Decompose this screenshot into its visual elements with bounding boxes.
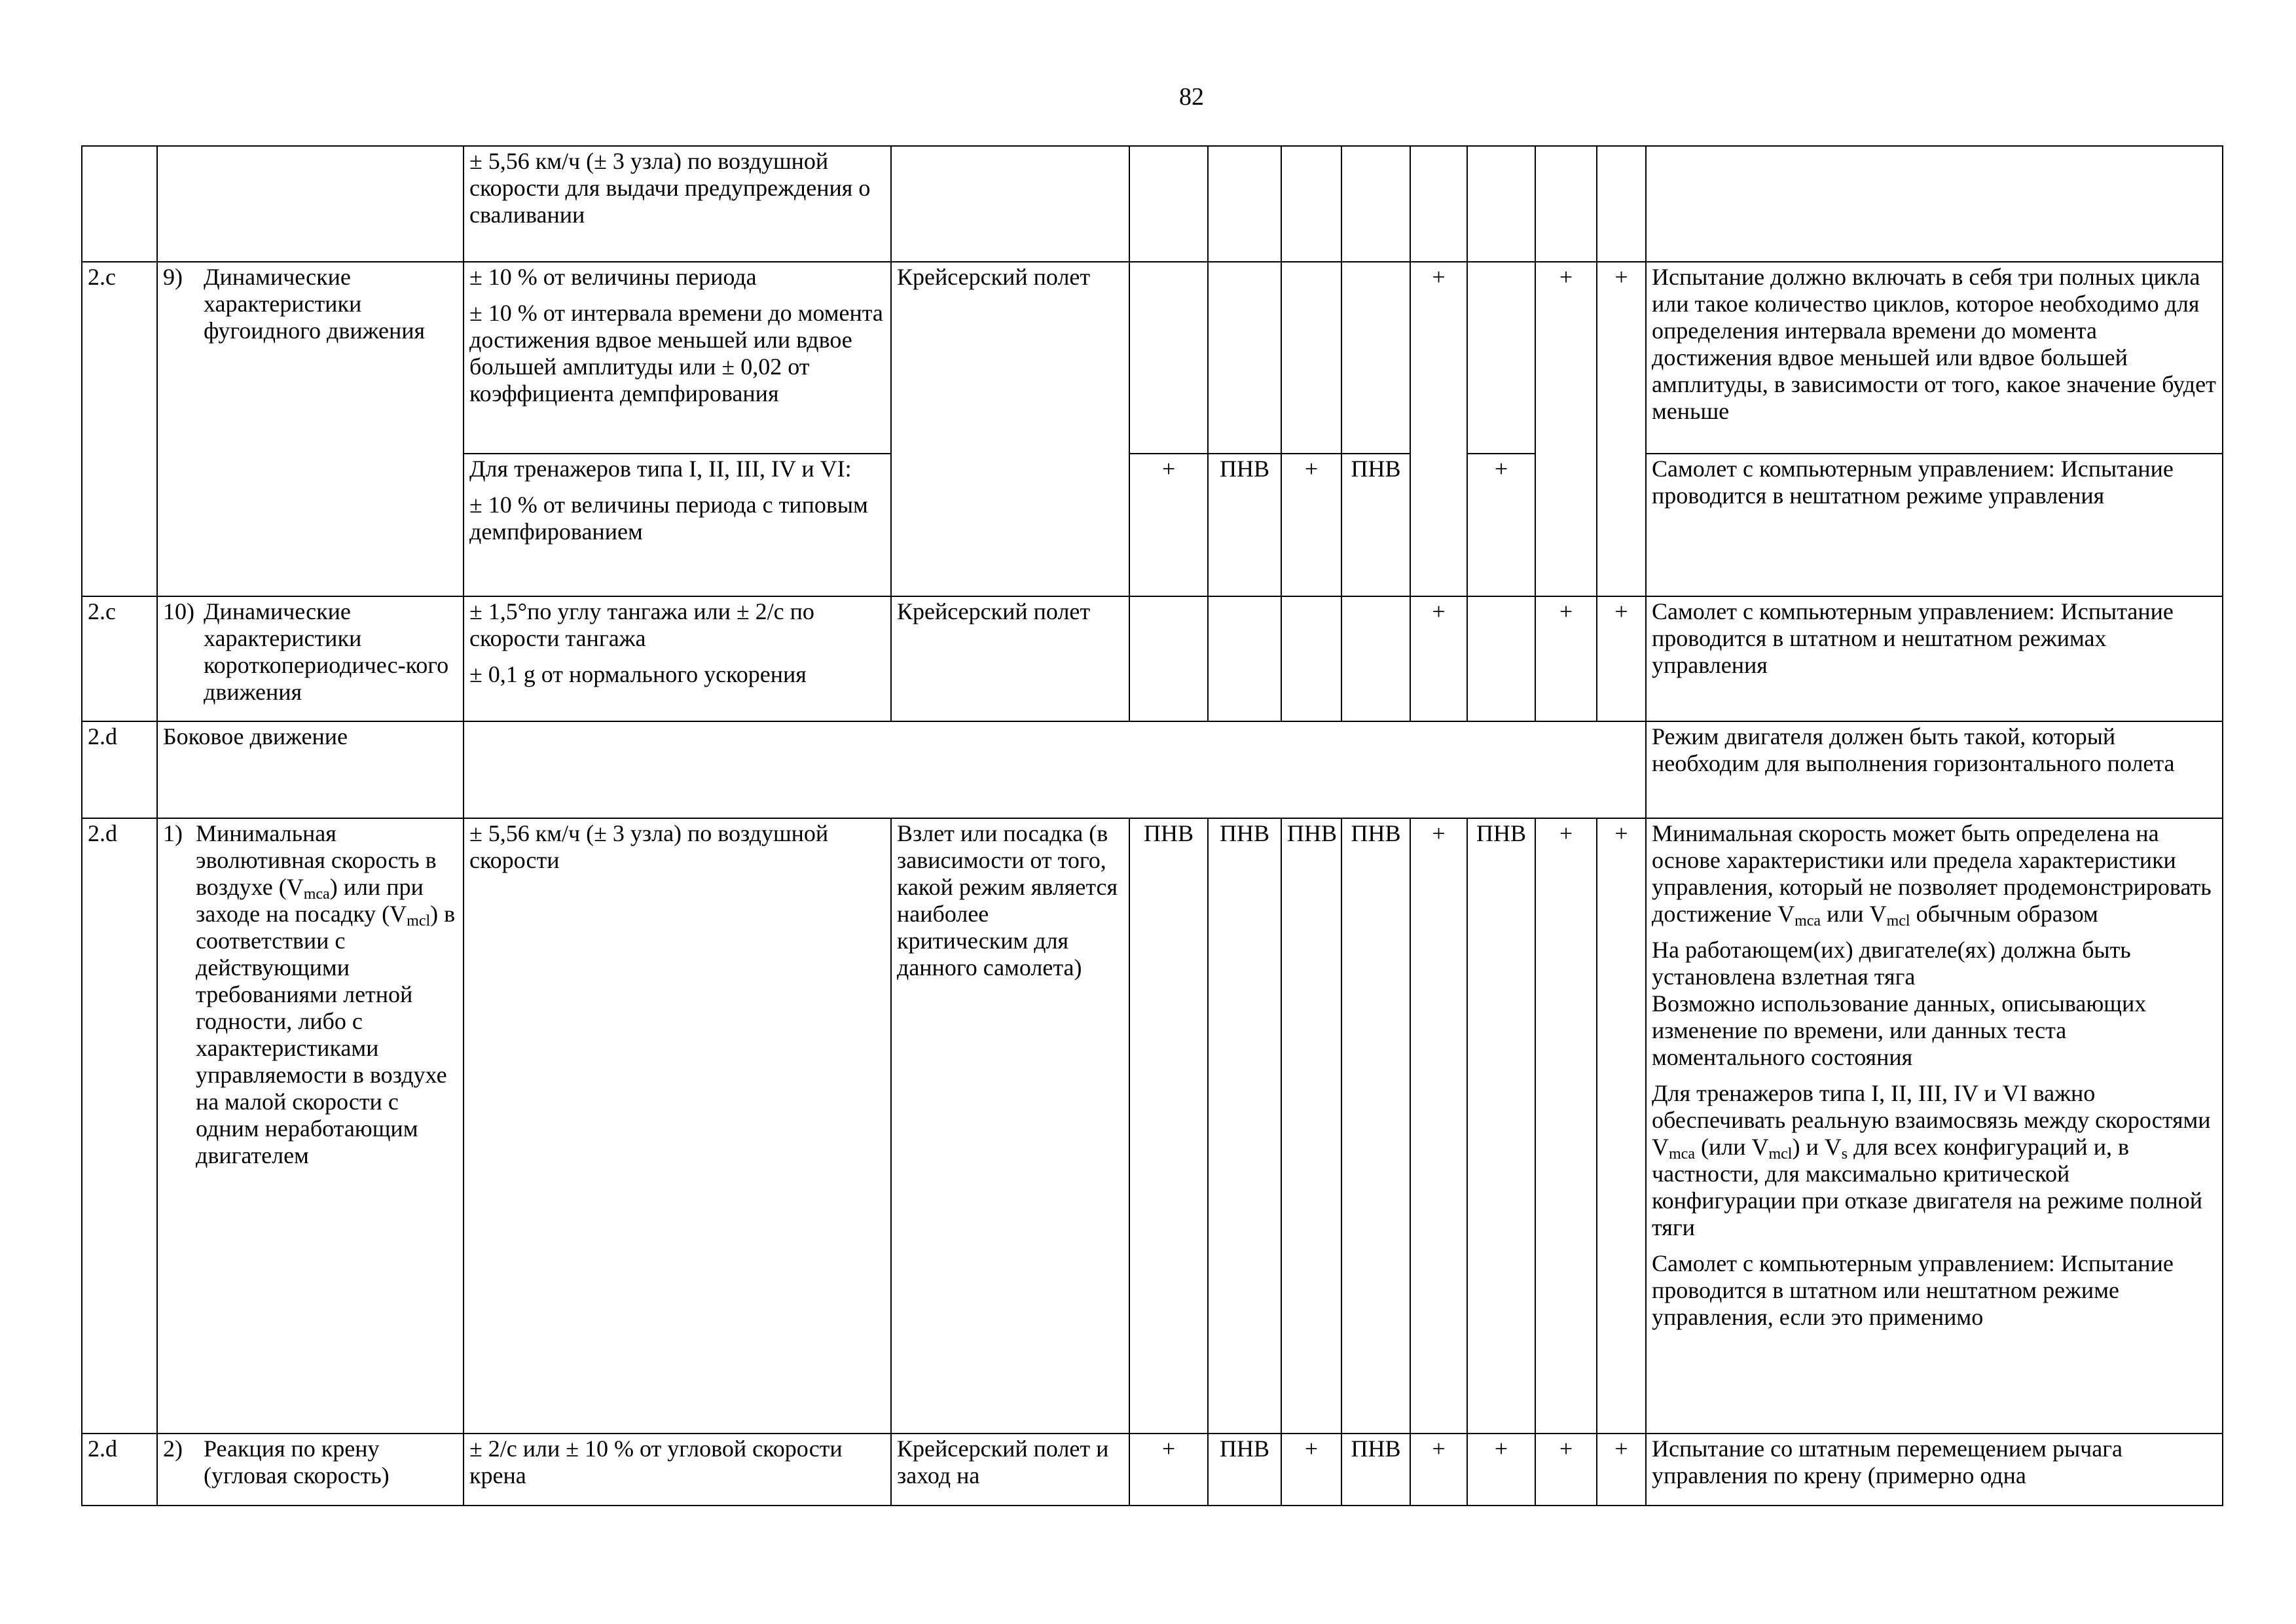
section-cell: 2.c bbox=[82, 596, 157, 721]
mark-cell bbox=[1281, 596, 1341, 721]
note-text-group bbox=[1652, 937, 2217, 1071]
mark-cell: + bbox=[1467, 1434, 1535, 1506]
note-text: На работающем(их) двигателе(ях) должна быть установлена взлетная тяга bbox=[1652, 937, 2131, 990]
condition-cell: Крейсерский полет и заход на bbox=[891, 1434, 1129, 1506]
mark-cell: + bbox=[1597, 1434, 1646, 1506]
tolerance-cell bbox=[464, 596, 891, 721]
mark-cell: + bbox=[1535, 1434, 1597, 1506]
test-cell bbox=[157, 1434, 464, 1506]
mark-cell: + bbox=[1281, 1434, 1341, 1506]
test-cell: Боковое движение bbox=[157, 721, 464, 818]
test-cell bbox=[157, 262, 464, 596]
section-cell: 2.d bbox=[82, 1434, 157, 1506]
note-text: Минимальная скорость может быть определена на основе характеристики или предела характеристики управления, который не позволяет продемонстрировать достижение $V_{mca}$ или $V_{mcl}$ обычным образом bbox=[1652, 820, 2212, 929]
condition-cell bbox=[891, 146, 1129, 262]
mark-cell: ПНВ bbox=[1281, 818, 1341, 1434]
note-text: Возможно использование данных, описывающих изменение по времени, или данных теста моментального состояния bbox=[1652, 990, 2147, 1070]
item-number: 10) bbox=[163, 598, 194, 624]
mark-cell: + bbox=[1467, 454, 1535, 596]
note-cell: Самолет с компьютерным управлением: Испытание проводится в нештатном режиме управления bbox=[1646, 454, 2223, 596]
note-cell: Испытание должно включать в себя три полных цикла или такое количество циклов, которое необходимо для определения интервала времени до момента достижения вдвое меньшей или вдвое большей амплитуды, в зависимости от того, какое значение будет меньше bbox=[1646, 262, 2223, 454]
mark-cell bbox=[1341, 262, 1410, 454]
note-cell bbox=[1646, 818, 2223, 1434]
tolerance-cell: ± 5,56 км/ч (± 3 узла) по воздушной скорости для выдачи предупреждения о сваливании bbox=[464, 146, 891, 262]
tolerance-cell: ± 2/с или ± 10 % от угловой скорости крена bbox=[464, 1434, 891, 1506]
section-cell: 2.d bbox=[82, 721, 157, 818]
mark-cell: + bbox=[1129, 454, 1208, 596]
table-row bbox=[82, 596, 2223, 721]
item-number: 1) bbox=[163, 820, 183, 846]
note-text: Для тренажеров типа I, II, III, IV и VI важно обеспечивать реальную взаимосвязь между скоростями $V_{mca}$ (или $V_{mcl}$) и $V_s$ для всех конфигураций и, в частности, для максимально критической конфигурации при отказе двигателя на режиме полной тяги bbox=[1652, 1080, 2211, 1240]
section-cell: 2.c bbox=[82, 262, 157, 596]
mark-cell bbox=[1208, 596, 1281, 721]
mark-cell: ПНВ bbox=[1341, 818, 1410, 1434]
item-number: 9) bbox=[163, 264, 183, 290]
mark-cell: ПНВ bbox=[1208, 818, 1281, 1434]
mark-cell: + bbox=[1410, 1434, 1467, 1506]
mark-cell: + bbox=[1597, 596, 1646, 721]
mark-cell: + bbox=[1410, 818, 1467, 1434]
mark-cell bbox=[1341, 596, 1410, 721]
mark-cell bbox=[1281, 262, 1341, 454]
mark-cell bbox=[1129, 146, 1208, 262]
tolerance-text: ± 10 % от интервала времени до момента достижения вдвое меньшей или вдвое большей амплитуды или ± 0,02 от коэффициента демпфирования bbox=[469, 300, 883, 406]
empty-span-cell bbox=[464, 721, 1646, 818]
test-cell bbox=[157, 818, 464, 1434]
tolerance-cell bbox=[464, 454, 891, 596]
mark-cell: + bbox=[1535, 596, 1597, 721]
test-name: Динамические характеристики фугоидного движения bbox=[204, 264, 426, 344]
test-name: Реакция по крену (угловая скорость) bbox=[204, 1435, 390, 1489]
mark-cell: + bbox=[1597, 818, 1646, 1434]
note-cell: Испытание со штатным перемещением рычага управления по крену (примерно одна bbox=[1646, 1434, 2223, 1506]
mark-cell: + bbox=[1281, 454, 1341, 596]
mark-cell: ПНВ bbox=[1467, 818, 1535, 1434]
mark-cell: ПНВ bbox=[1129, 818, 1208, 1434]
mark-cell bbox=[1467, 146, 1535, 262]
tolerance-text: ± 1,5°по углу тангажа или ± 2/с по скорости тангажа bbox=[469, 598, 814, 651]
condition-cell: Взлет или посадка (в зависимости от того, какой режим является наиболее критическим для данного самолета) bbox=[891, 818, 1129, 1434]
mark-cell bbox=[1597, 146, 1646, 262]
tolerance-text: ± 10 % от величины периода bbox=[469, 264, 757, 290]
item-number: 2) bbox=[163, 1435, 183, 1462]
mark-cell bbox=[1467, 262, 1535, 454]
tolerance-cell bbox=[464, 262, 891, 454]
mark-cell: + bbox=[1535, 262, 1597, 596]
mark-cell bbox=[1535, 146, 1597, 262]
mark-cell bbox=[1129, 262, 1208, 454]
mark-cell bbox=[1341, 146, 1410, 262]
table-row bbox=[82, 262, 2223, 454]
mark-cell: ПНВ bbox=[1341, 1434, 1410, 1506]
test-cell bbox=[157, 596, 464, 721]
mark-cell: + bbox=[1597, 262, 1646, 596]
mark-cell bbox=[1129, 596, 1208, 721]
test-cell bbox=[157, 146, 464, 262]
test-name: Минимальная эволютивная скорость в воздухе $(V_{mca})$ или при заходе на посадку $(V_{mcl})$ в соответствии с действующими требованиями летной годности, либо с характеристиками управляемости в воздухе на малой скорости с одним неработающим двигателем bbox=[196, 820, 456, 1168]
note-cell: Режим двигателя должен быть такой, который необходим для выполнения горизонтального полета bbox=[1646, 721, 2223, 818]
tolerance-cell: ± 5,56 км/ч (± 3 узла) по воздушной скорости bbox=[464, 818, 891, 1434]
tolerance-text: ± 10 % от величины периода с типовым демпфированием bbox=[469, 492, 868, 545]
section-cell: 2.d bbox=[82, 818, 157, 1434]
note-cell bbox=[1646, 146, 2223, 262]
mark-cell bbox=[1467, 596, 1535, 721]
mark-cell bbox=[1281, 146, 1341, 262]
mark-cell: + bbox=[1129, 1434, 1208, 1506]
note-cell: Самолет с компьютерным управлением: Испытание проводится в штатном и нештатном режимах управления bbox=[1646, 596, 2223, 721]
table-row bbox=[82, 146, 2223, 262]
condition-cell: Крейсерский полет bbox=[891, 262, 1129, 596]
table-row bbox=[82, 818, 2223, 1434]
mark-cell bbox=[1208, 262, 1281, 454]
condition-cell: Крейсерский полет bbox=[891, 596, 1129, 721]
mark-cell: ПНВ bbox=[1208, 1434, 1281, 1506]
tolerance-text: Для тренажеров типа I, II, III, IV и VI: bbox=[469, 456, 852, 482]
mark-cell bbox=[1410, 146, 1467, 262]
test-name: Динамические характеристики короткопериодичес-кого движения bbox=[204, 598, 449, 705]
table-row bbox=[82, 1434, 2223, 1506]
tolerance-text: ± 0,1 g от нормального ускорения bbox=[469, 661, 807, 687]
mark-cell: + bbox=[1535, 818, 1597, 1434]
mark-cell: ПНВ bbox=[1208, 454, 1281, 596]
mark-cell bbox=[1208, 146, 1281, 262]
mark-cell: + bbox=[1410, 596, 1467, 721]
note-text: Самолет с компьютерным управлением: Испытание проводится в штатном или нештатном режиме управления, если это применимо bbox=[1652, 1250, 2174, 1330]
mark-cell: + bbox=[1410, 262, 1467, 596]
table-row bbox=[82, 721, 2223, 818]
mark-cell: ПНВ bbox=[1341, 454, 1410, 596]
section-cell bbox=[82, 146, 157, 262]
page-number: 82 bbox=[1179, 83, 1204, 111]
requirements-table bbox=[81, 145, 2223, 1506]
